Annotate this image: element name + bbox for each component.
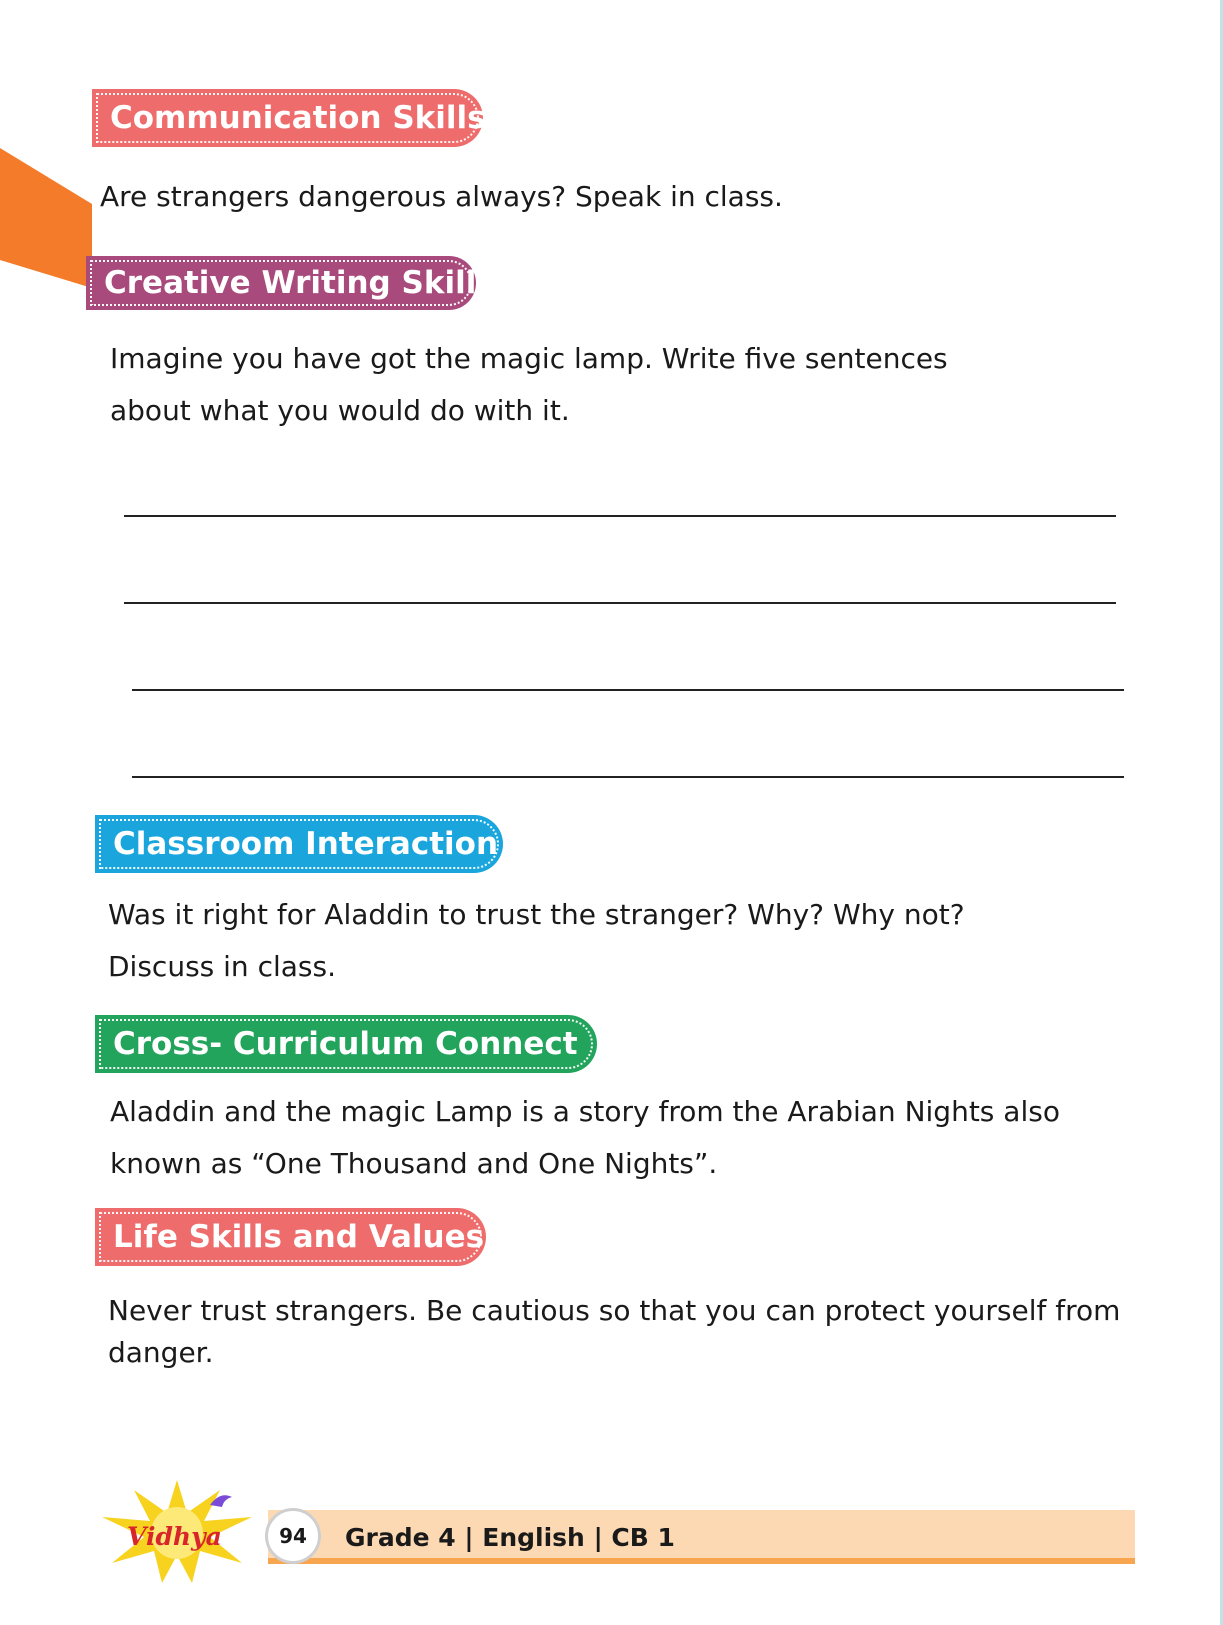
classroom-interaction-line-2: Discuss in class. (108, 950, 336, 983)
creative-writing-line-1: Imagine you have got the magic lamp. Write five sentences (110, 342, 948, 375)
classroom-interaction-line-1: Was it right for Aladdin to trust the stranger? Why? Why not? (108, 898, 965, 931)
creative-writing-line-2: about what you would do with it. (110, 394, 570, 427)
life-skills-title: Life Skills and Values (113, 1219, 485, 1255)
communication-skills-title: Communication Skills (110, 100, 486, 136)
creative-writing-heading (86, 256, 495, 310)
writing-line-1[interactable] (124, 515, 1116, 517)
communication-skills-heading (92, 89, 486, 147)
chapter-tab-marker (0, 148, 92, 288)
creative-writing-title: Creative Writing Skills (104, 265, 495, 301)
life-skills-line-2: danger. (108, 1336, 214, 1369)
logo-wordmark: Vidhya (127, 1522, 222, 1551)
writing-line-3[interactable] (132, 689, 1124, 691)
footer-separator-2: | (593, 1523, 603, 1552)
classroom-interaction-text (108, 889, 965, 993)
life-skills-line-1: Never trust strangers. Be cautious so that you can protect yourself from (108, 1294, 1121, 1327)
creative-writing-text (110, 333, 948, 437)
cross-curriculum-line-2: known as “One Thousand and One Nights”. (110, 1147, 718, 1180)
classroom-interaction-heading (95, 815, 503, 873)
life-skills-text (108, 1290, 1120, 1374)
footer-info (345, 1514, 675, 1562)
cross-curriculum-title: Cross- Curriculum Connect (113, 1026, 578, 1062)
page-number: 94 (265, 1508, 321, 1564)
footer-book: CB 1 (611, 1523, 675, 1552)
cross-curriculum-line-1: Aladdin and the magic Lamp is a story from the Arabian Nights also (110, 1095, 1060, 1128)
communication-skills-line: Are strangers dangerous always? Speak in class. (100, 180, 783, 213)
footer-separator-1: | (464, 1523, 474, 1552)
writing-line-4[interactable] (132, 776, 1124, 778)
cross-curriculum-text (110, 1086, 1060, 1190)
footer-subject: English (482, 1523, 585, 1552)
writing-line-2[interactable] (124, 602, 1116, 604)
communication-skills-text (100, 171, 783, 223)
footer-grade: Grade 4 (345, 1523, 456, 1552)
life-skills-heading (95, 1208, 486, 1266)
classroom-interaction-title: Classroom Interaction (113, 826, 499, 862)
cross-curriculum-heading (95, 1015, 597, 1073)
